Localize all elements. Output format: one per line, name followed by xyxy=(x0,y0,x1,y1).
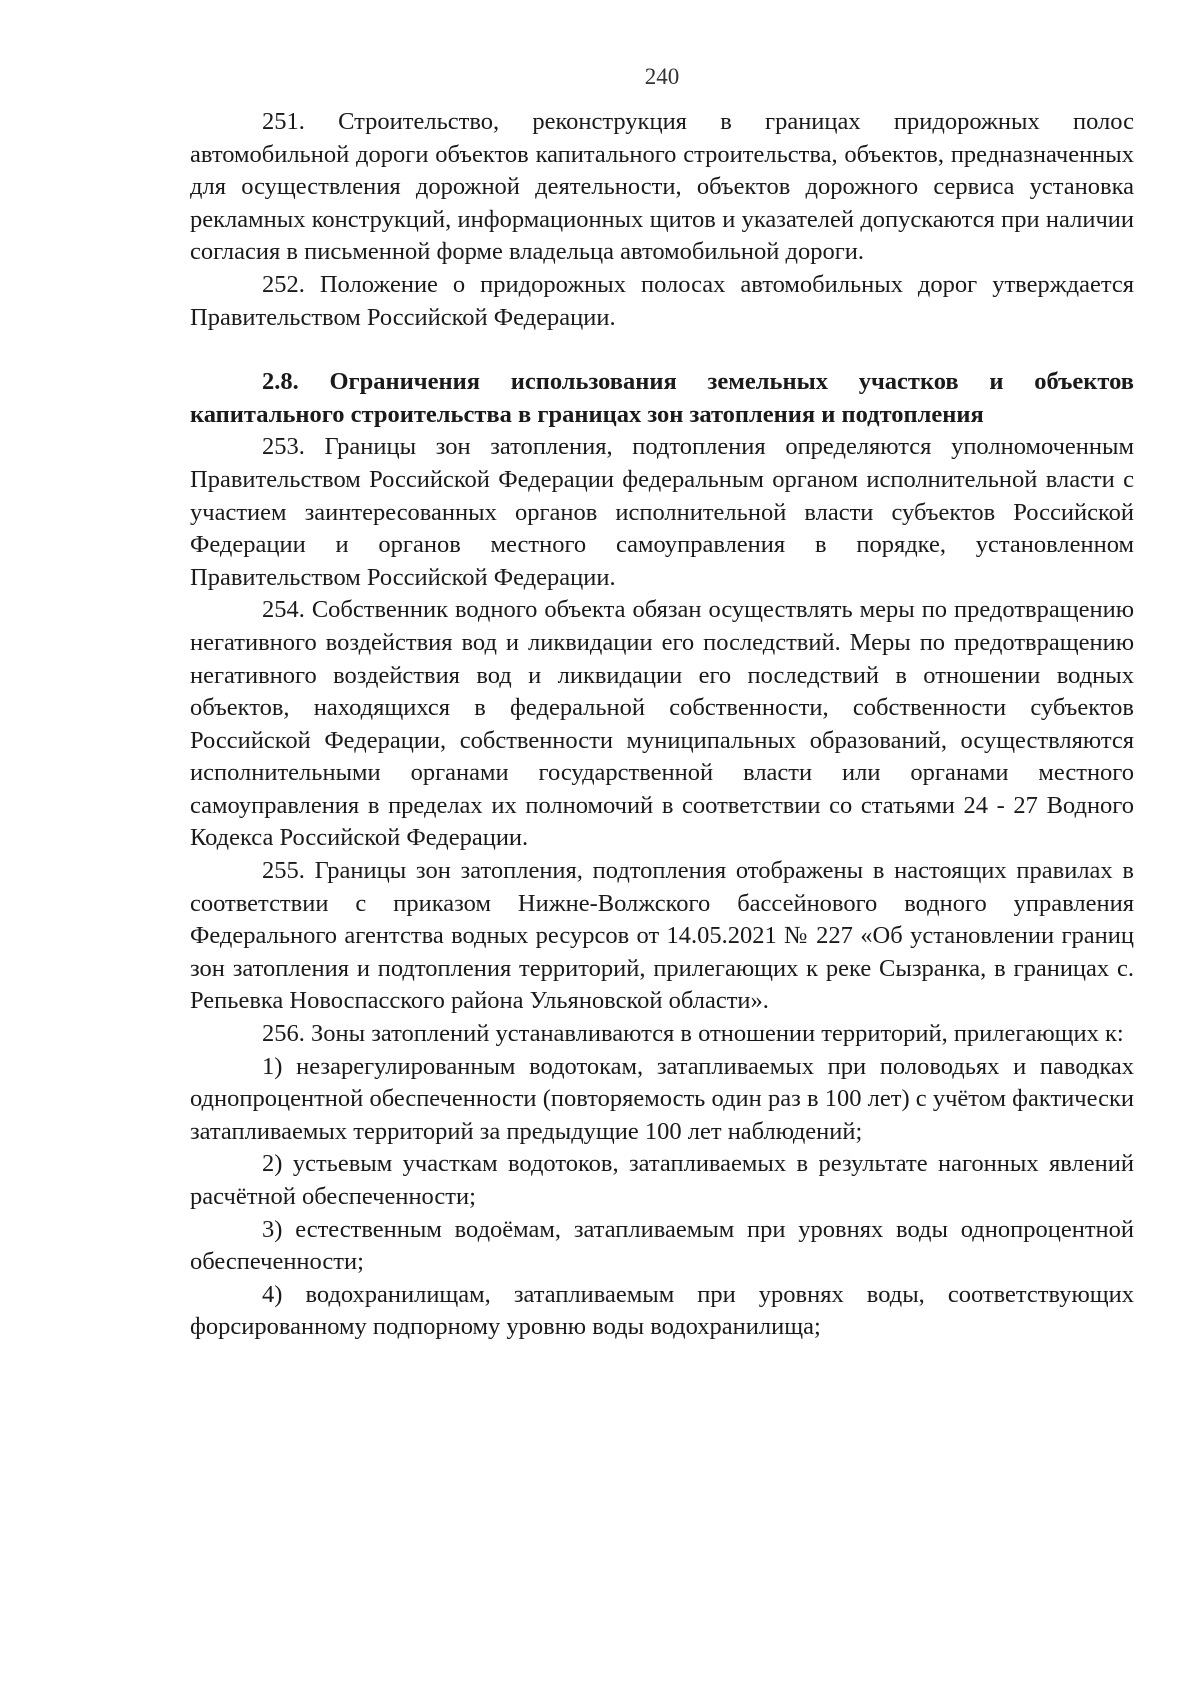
paragraph-252: 252. Положение о придорожных полосах автомобильных дорог утверждается Правительством Российской Федерации. xyxy=(190,270,1134,331)
paragraph-253: 253. Границы зон затопления, подтопления определяются уполномоченным Правительством Российской Федерации федеральным органом исполнительной власти с участием заинтересованных органов исполнительной власти субъектов Российской Федерации и органов местного самоуправления в порядке, установленном Правительством Российской Федерации. xyxy=(190,433,1134,591)
document-page xyxy=(190,62,1134,1344)
paragraph-256: 256. Зоны затоплений устанавливаются в отношении территорий, прилегающих к: xyxy=(262,1020,1124,1048)
list-item-3: 3) естественным водоёмам, затапливаемым при уровнях воды однопроцентной обеспеченности; xyxy=(190,1215,1134,1276)
page-number: 240 xyxy=(644,64,680,89)
paragraph-255: 255. Границы зон затопления, подтопления отображены в настоящих правилах в соответствии с приказом Нижне-Волжского бассейнового водного управления Федерального агентства водных ресурсов от 14.05.2021 № 227 «Об установлении границ зон затопления и подтопления территорий, прилегающих к реке Сызранка, в границах с. Репьевка Новоспасского района Ульяновской области». xyxy=(190,857,1134,1015)
paragraph-251: 251. Строительство, реконструкция в границах придорожных полос автомобильной дороги объектов капитального строительства, объектов, предназначенных для осуществления дорожной деятельности, объектов дорожного сервиса установка рекламных конструкций, информационных щитов и указателей допускаются при наличии согласия в письменной форме владельца автомобильной дороги. xyxy=(190,108,1134,266)
paragraph-254: 254. Собственник водного объекта обязан осуществлять меры по предотвращению негативного воздействия вод и ликвидации его последствий. Меры по предотвращению негативного воздействия вод и ликвидации его последствий в отношении водных объектов, находящихся в федеральной собственности, собственности субъектов Российской Федерации, собственности муниципальных образований, осуществляются исполнительными органами государственной власти или органами местного самоуправления в пределах их полномочий в соответствии со статьями 24 - 27 Водного Кодекса Российской Федерации. xyxy=(190,596,1134,852)
list-item-4: 4) водохранилищам, затапливаемым при уровнях воды, соответствующих форсированному подпорному уровню воды водохранилища; xyxy=(190,1280,1134,1341)
list-item-2: 2) устьевым участкам водотоков, затапливаемых в результате нагонных явлений расчётной обеспеченности; xyxy=(190,1150,1134,1210)
section-heading: 2.8. Ограничения использования земельных участков и объектов капитального строительства в границах зон затопления и подтопления xyxy=(190,368,1134,428)
list-item-1: 1) незарегулированным водотокам, затапливаемых при половодьях и паводках однопроцентной обеспеченности (повторяемость один раз в 100 лет) с учётом фактически затапливаемых территорий за предыдущие 100 лет наблюдений; xyxy=(190,1052,1134,1145)
